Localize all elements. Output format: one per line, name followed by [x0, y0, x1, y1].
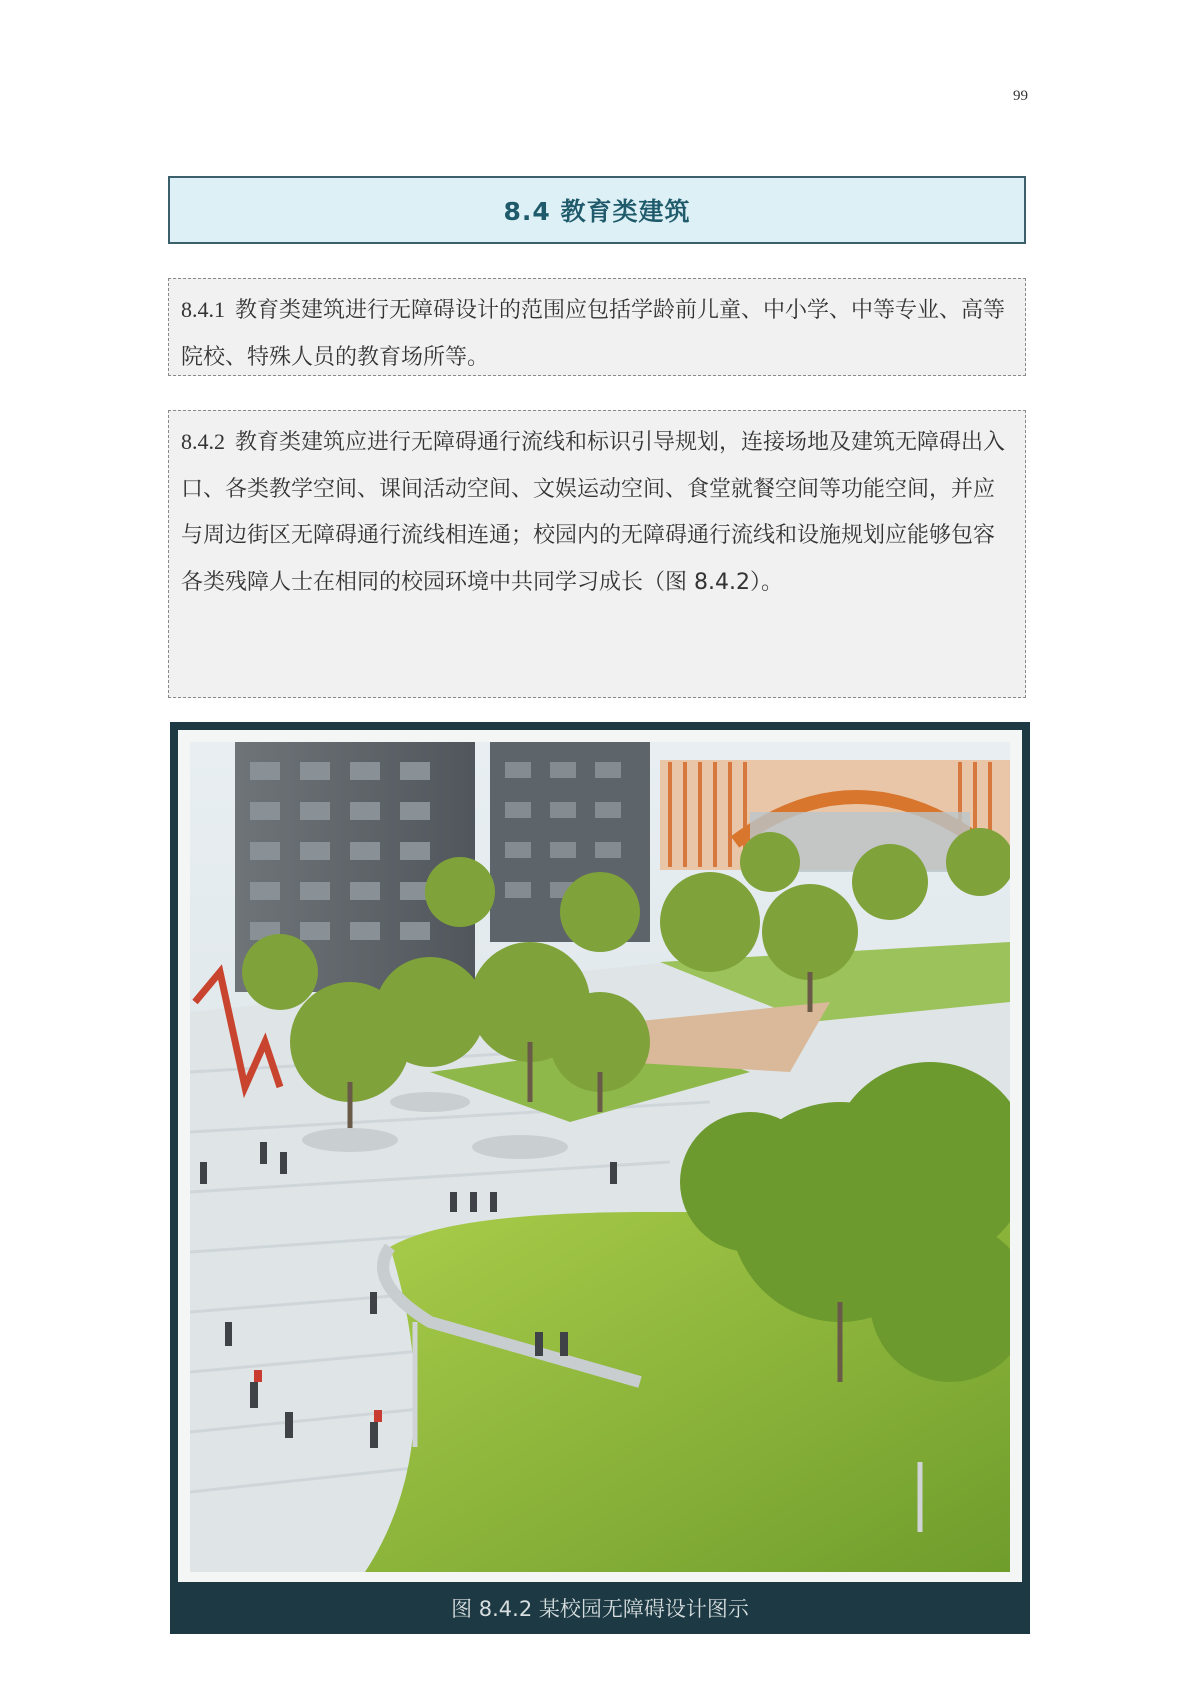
campus-rendering-image — [190, 742, 1010, 1572]
figure-caption: 图 8.4.2 某校园无障碍设计图示 — [451, 1597, 749, 1621]
clause-text: 教育类建筑进行无障碍设计的范围应包括学龄前儿童、中小学、中等专业、高等院校、特殊人员的教育场所等。 — [181, 298, 1006, 370]
clause-8-4-2 — [168, 410, 1026, 698]
figure-panel — [178, 730, 1022, 1582]
figure-frame — [170, 722, 1030, 1634]
clause-text: 教育类建筑应进行无障碍通行流线和标识引导规划，连接场地及建筑无障碍出入口、各类教学空间、课间活动空间、文娱运动空间、食堂就餐空间等功能空间，并应与周边街区无障碍通行流线相连通；校园内的无障碍通行流线和设施规划应能够包容各类残障人士在相同的校园环境中共同学习成长（图 8.4.2）。 — [181, 430, 1006, 595]
clause-number: 8.4.1 — [181, 297, 225, 322]
clause-number: 8.4.2 — [181, 429, 225, 454]
section-title: 8.4 教育类建筑 — [503, 197, 691, 226]
figure-caption-bar — [172, 1584, 1028, 1632]
clause-8-4-1 — [168, 278, 1026, 376]
section-header — [168, 176, 1026, 244]
page-number: 99 — [1013, 88, 1028, 104]
